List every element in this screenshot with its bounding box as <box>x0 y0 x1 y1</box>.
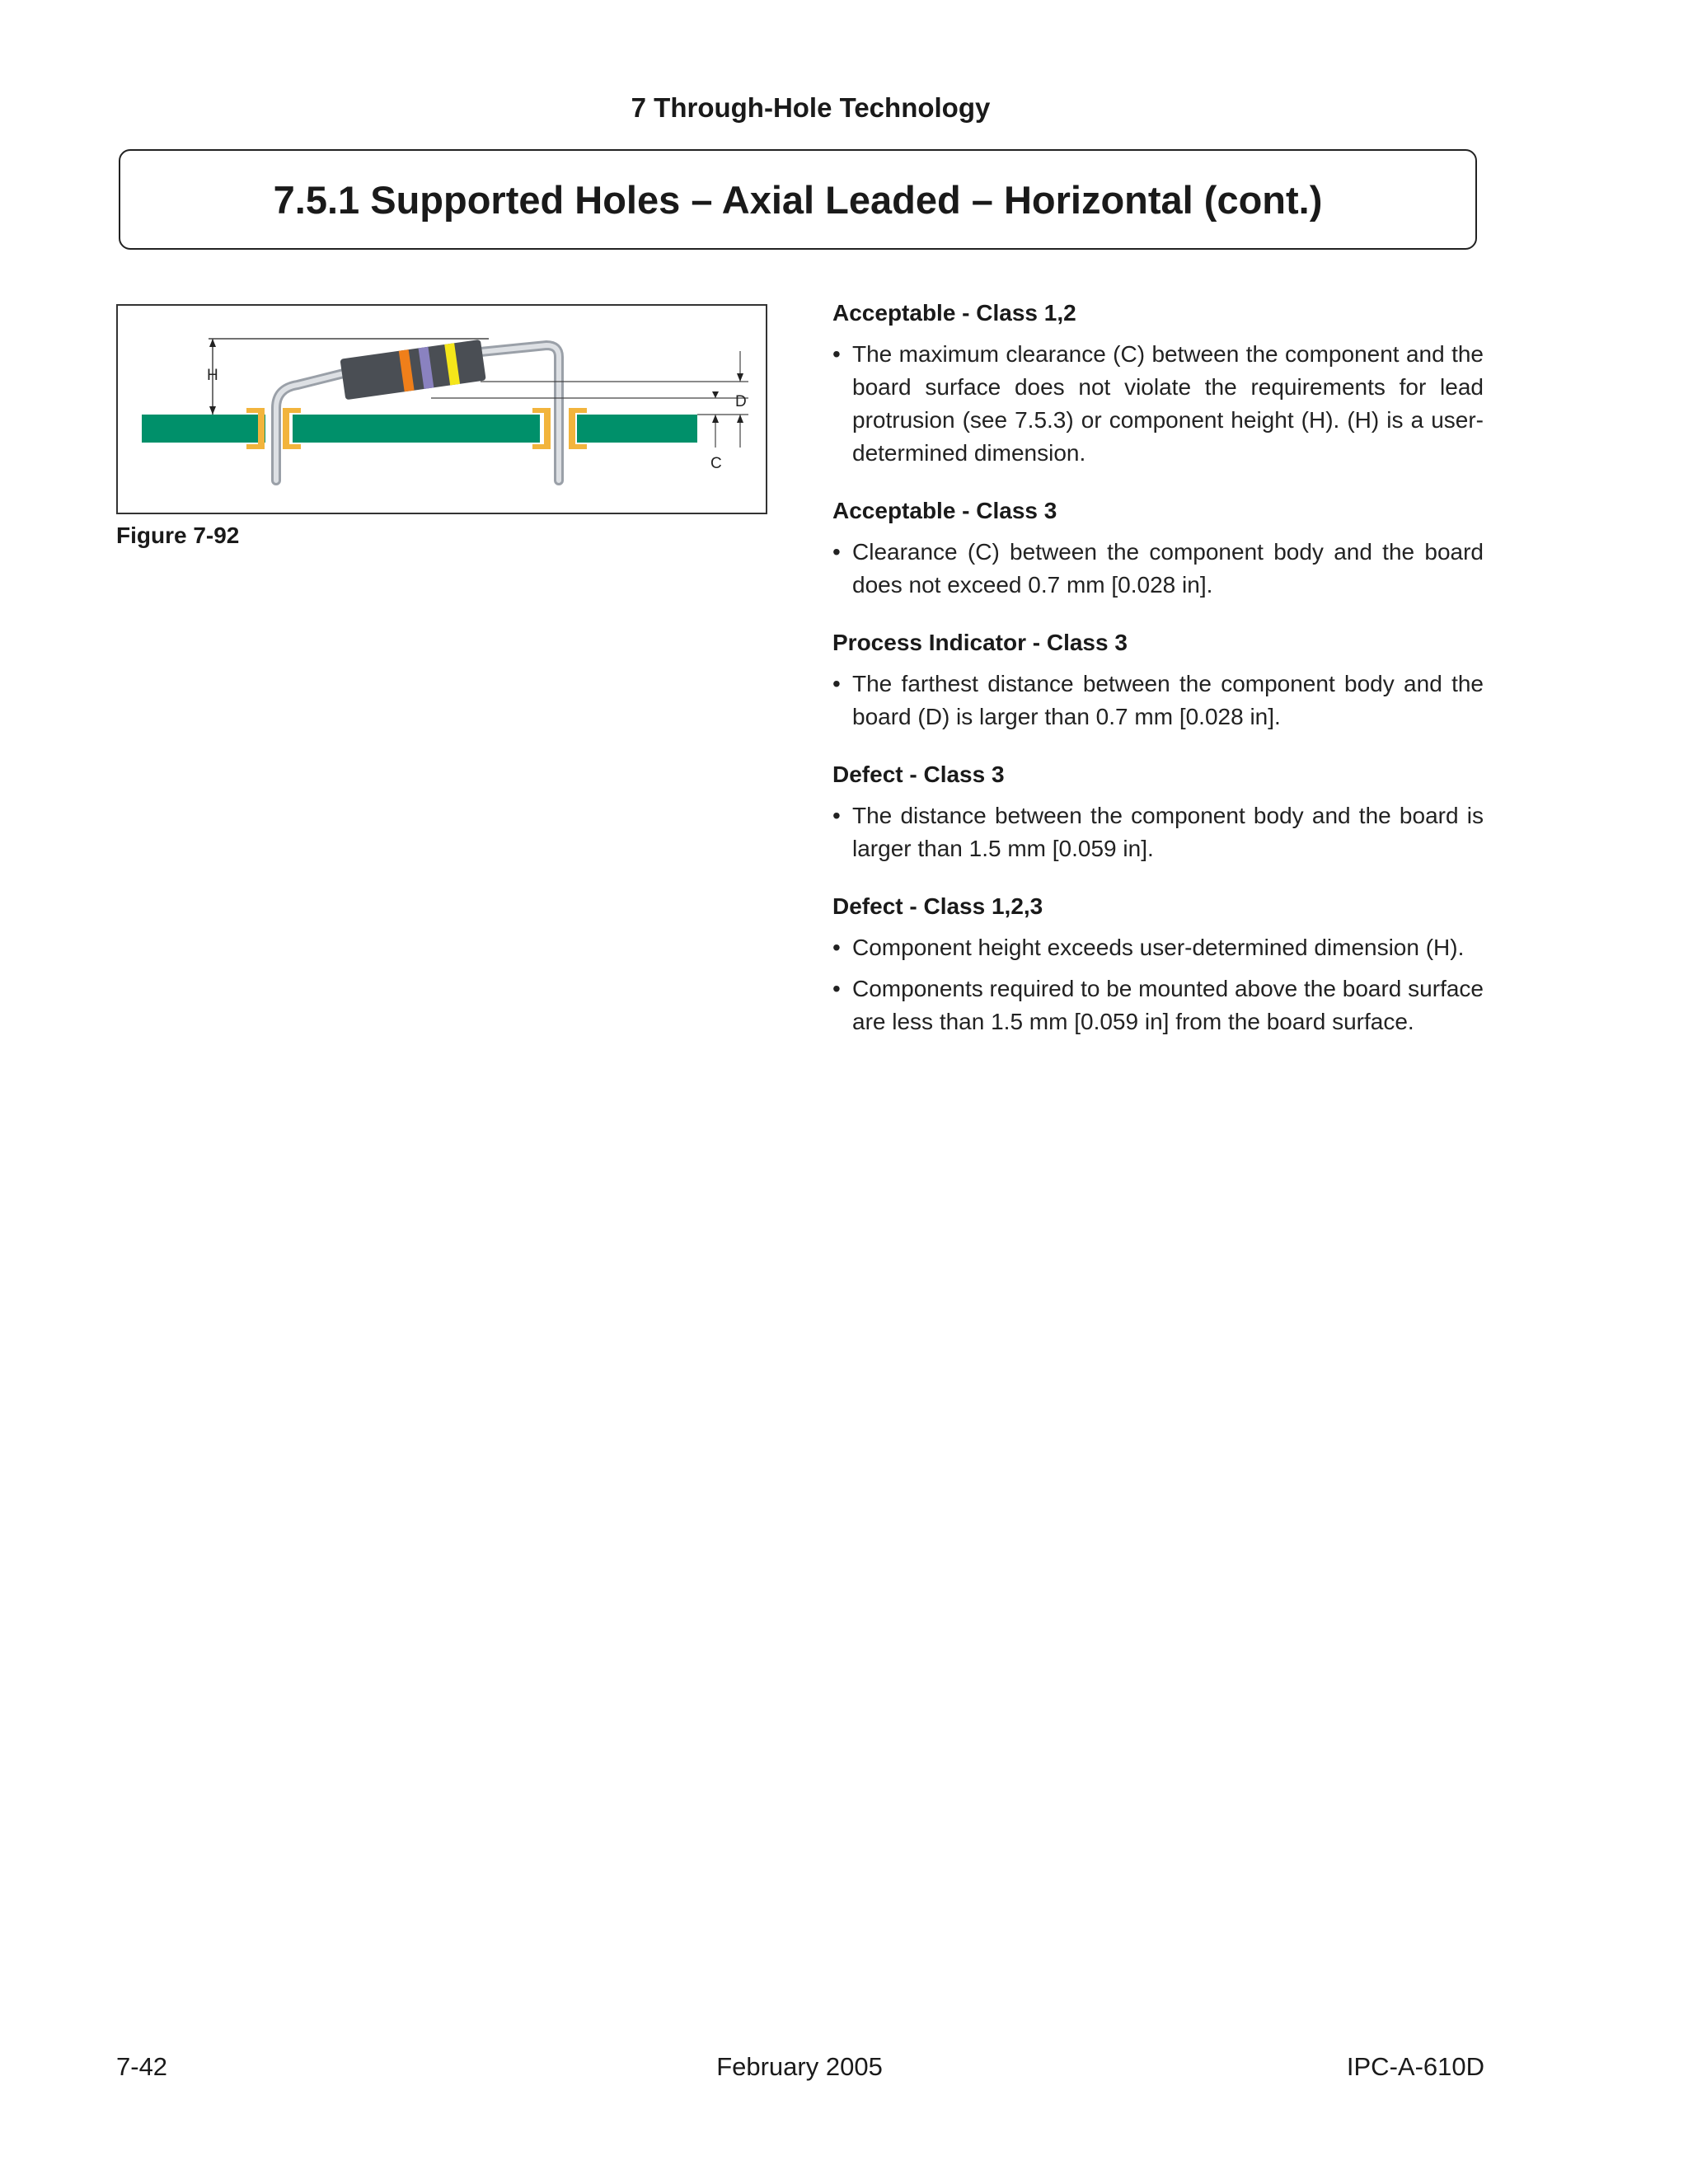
dimension-label-h: H <box>207 367 218 384</box>
criteria-block <box>832 762 1484 865</box>
criteria-block <box>832 630 1484 733</box>
board-segment-left <box>142 415 265 443</box>
board-segment-middle <box>293 415 540 443</box>
bullet-marker: • <box>832 671 841 696</box>
board-segment-right <box>577 415 697 443</box>
footer-date: February 2005 <box>716 2052 883 2081</box>
criteria-bullet <box>832 972 1484 1038</box>
footer-document-id: IPC-A-610D <box>1346 2052 1484 2081</box>
criteria-bullet <box>832 668 1484 733</box>
criteria-list <box>832 300 1484 1066</box>
bullet-marker: • <box>832 976 841 1001</box>
criteria-bullet <box>832 799 1484 865</box>
criteria-block <box>832 498 1484 602</box>
criteria-bullet <box>832 536 1484 602</box>
chapter-heading: 7 Through-Hole Technology <box>631 92 991 123</box>
dimension-label-d: D <box>735 393 747 410</box>
bullet-marker: • <box>832 935 841 960</box>
criteria-heading: Process Indicator - Class 3 <box>832 630 1128 655</box>
criteria-block <box>832 300 1484 470</box>
figure-7-92 <box>116 304 767 514</box>
bullet-marker: • <box>832 341 841 367</box>
criteria-heading: Defect - Class 1,2,3 <box>832 893 1043 919</box>
section-title-box <box>119 149 1477 250</box>
footer-page-number: 7-42 <box>116 2052 168 2081</box>
criteria-bullet <box>832 931 1484 964</box>
bullet-marker: • <box>832 539 841 565</box>
bullet-text: Component height exceeds user-determined dimension (H). <box>852 935 1465 960</box>
bullet-text: Clearance (C) between the component body and the board does not exceed 0.7 mm [0.028 in]. <box>852 539 1484 598</box>
bullet-text: The distance between the component body and the board is larger than 1.5 mm [0.059 in]. <box>852 803 1484 861</box>
bullet-marker: • <box>832 803 841 828</box>
section-title: 7.5.1 Supported Holes – Axial Leaded – Horizontal (cont.) <box>273 177 1323 222</box>
bullet-text: Components required to be mounted above the board surface are less than 1.5 mm [0.059 in] from the board surface. <box>852 976 1484 1034</box>
criteria-heading: Defect - Class 3 <box>832 762 1005 787</box>
component-body <box>340 340 485 400</box>
bullet-text: The maximum clearance (C) between the component and the board surface does not violate the requirements for lead protrusion (see 7.5.3) or component height (H). (H) is a user-determined dimension. <box>852 341 1484 466</box>
criteria-heading: Acceptable - Class 3 <box>832 498 1057 523</box>
criteria-block <box>832 893 1484 1038</box>
axial-component-diagram <box>118 306 769 516</box>
criteria-heading: Acceptable - Class 1,2 <box>832 300 1076 326</box>
dimension-label-c: C <box>710 455 722 472</box>
figure-caption: Figure 7-92 <box>116 523 240 548</box>
criteria-bullet <box>832 338 1484 470</box>
bullet-text: The farthest distance between the component body and the board (D) is larger than 0.7 mm [0.028 in]. <box>852 671 1484 729</box>
